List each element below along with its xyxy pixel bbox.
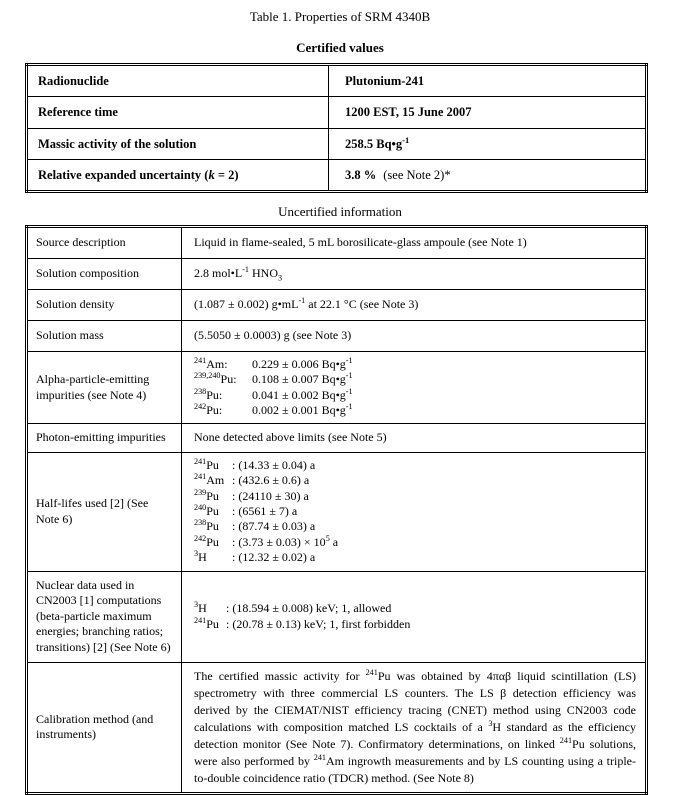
nuclide-line <box>194 388 637 403</box>
nuclide-line <box>194 403 637 418</box>
nuclide-label: $^3$H <box>194 549 207 565</box>
nuclide-value: 0.002 ± 0.001 $Bq•g^{-1}$ <box>252 402 353 418</box>
nuclide-line <box>194 372 637 387</box>
row-label: Solution mass <box>27 321 182 352</box>
nuclear-data-list <box>182 571 647 662</box>
nuclide-value: 0.041 ± 0.002 $Bq•g^{-1}$ <box>252 386 353 402</box>
row-value: Plutonium-241 <box>329 65 647 97</box>
row-label: Alpha-particle-emitting impurities (see Note 4) <box>27 352 182 424</box>
uncertainty-value: 3.8 % <box>345 167 377 182</box>
nuclide-label: $^{239}$Pu <box>194 487 219 503</box>
row-value <box>329 159 647 191</box>
half-life-list <box>182 453 647 572</box>
row-label: Radionuclide <box>27 65 329 97</box>
nuclide-label: $^{241}$Pu <box>194 615 219 631</box>
table-row-nuclear-data <box>27 571 647 662</box>
nuclide-line <box>194 535 637 550</box>
row-value: (5.5050 ± 0.0003) g (see Note 3) <box>182 321 647 352</box>
row-label: Photon-emitting impurities <box>27 424 182 453</box>
nuclide-label: $^{238}$Pu: <box>194 386 223 402</box>
nuclide-line <box>194 473 637 488</box>
row-label: Solution composition <box>27 259 182 290</box>
alpha-impurity-list <box>182 352 647 424</box>
row-value: 258.5 $Bq•g^{-1}$ <box>329 128 647 159</box>
table-row-solution-mass <box>27 321 647 352</box>
table-row-photon-impurities <box>27 424 647 453</box>
nuclide-value: : (12.32 ± 0.02) a <box>232 550 316 565</box>
nuclide-value: : (6561 ± 7) a <box>232 504 298 519</box>
row-label: Solution density <box>27 290 182 321</box>
nuclide-line <box>194 357 637 372</box>
row-label: Reference time <box>27 97 329 128</box>
row-label: Massic activity of the solution <box>27 128 329 159</box>
row-label: Source description <box>27 227 182 259</box>
table-row-source-description <box>27 227 647 259</box>
nuclide-value: : (24110 ± 30) a <box>232 488 309 503</box>
uncertified-information-heading: Uncertified information <box>278 204 402 219</box>
uncertified-information-table <box>25 225 648 795</box>
row-value: (1.087 ± 0.002) $g•mL^{-1}$ at 22.1 °C (see Note 3) <box>182 290 647 321</box>
nuclide-line <box>194 458 637 473</box>
nuclide-label: $^{242}$Pu <box>194 533 219 549</box>
nuclide-line <box>194 519 637 534</box>
row-value: 2.8 $mol•L^{-1}$ $HNO_3$ <box>182 259 647 290</box>
row-value: Liquid in flame-sealed, 5 mL borosilicate-glass ampoule (see Note 1) <box>182 227 647 259</box>
nuclide-value: 0.108 ± 0.007 $Bq•g^{-1}$ <box>252 371 353 387</box>
nuclide-value: : (14.33 ± 0.04) a <box>232 458 316 473</box>
nuclide-label: $^3$H <box>194 600 207 616</box>
row-value: 1200 EST, 15 June 2007 <box>329 97 647 128</box>
calibration-method-text: The certified massic activity for $^{241}$Pu was obtained by 4παβ liquid scintillation (LS) spectrometry with three commercial LS counters. The LS β detection efficiency was derived by the CIEMAT/NIST efficiency tracing (CNET) method using CN2003 code calculations with composition matched LS cocktails of a $^3$H standard as the efficiency detection monitor (See Note 7). Confirmatory determinations, on linked $^{241}$Pu solutions, were also performed by $^{241}$Am ingrowth measurements and by LS counting using a triple-to-double coincidence ratio (TDCR) method. (See Note 8) <box>182 662 647 793</box>
table-title: Table 1. Properties of SRM 4340B <box>249 9 431 24</box>
nuclide-label: $^{240}$Pu <box>194 503 219 519</box>
table-row-solution-composition <box>27 259 647 290</box>
row-value: None detected above limits (see Note 5) <box>182 424 647 453</box>
table-row-massic-activity <box>27 128 647 159</box>
certified-values-table <box>25 63 648 193</box>
table-row-uncertainty <box>27 159 647 191</box>
nuclide-line <box>194 550 637 565</box>
row-label: Relative expanded uncertainty (k = 2) <box>27 159 329 191</box>
nuclide-label: $^{242}$Pu: <box>194 402 223 418</box>
table-row-alpha-impurities <box>27 352 647 424</box>
certified-values-heading: Certified values <box>296 40 384 55</box>
nuclide-label: $^{238}$Pu <box>194 518 219 534</box>
table-row-calibration-method <box>27 662 647 793</box>
nuclide-label: $^{241}$Am <box>194 472 225 488</box>
table-row-reference-time <box>27 97 647 128</box>
nuclide-value: : $(3.73 \pm 0.03) \times 10^5$ a <box>232 533 339 549</box>
nuclide-value: : (20.78 ± 0.13) keV; 1, first forbidden <box>226 616 411 631</box>
nuclide-value: : (18.594 ± 0.008) keV; 1, allowed <box>226 601 392 616</box>
nuclide-label: $^{241}$Am: <box>194 356 228 371</box>
uncertainty-note: (see Note 2)* <box>383 167 451 182</box>
table-row-radionuclide <box>27 65 647 97</box>
nuclide-line <box>194 617 637 632</box>
row-label: Half-lifes used [2] (See Note 6) <box>27 453 182 572</box>
nuclide-value: : (87.74 ± 0.03) a <box>232 519 316 534</box>
nuclide-label: $^{241}$Pu <box>194 457 219 473</box>
nuclide-line <box>194 504 637 519</box>
nuclide-label: $^{239,240}$Pu: <box>194 371 237 387</box>
row-label: Calibration method (and instruments) <box>27 662 182 793</box>
table-row-solution-density <box>27 290 647 321</box>
row-label: Nuclear data used in CN2003 [1] computations (beta-particle maximum energies; branching ratios; transitions) [2] (See Note 6) <box>27 571 182 662</box>
nuclide-line <box>194 601 637 616</box>
nuclide-line <box>194 489 637 504</box>
table-row-half-lifes <box>27 453 647 572</box>
nuclide-value: 0.229 ± 0.006 $Bq•g^{-1}$ <box>252 356 353 371</box>
nuclide-value: : (432.6 ± 0.6) a <box>232 473 310 488</box>
